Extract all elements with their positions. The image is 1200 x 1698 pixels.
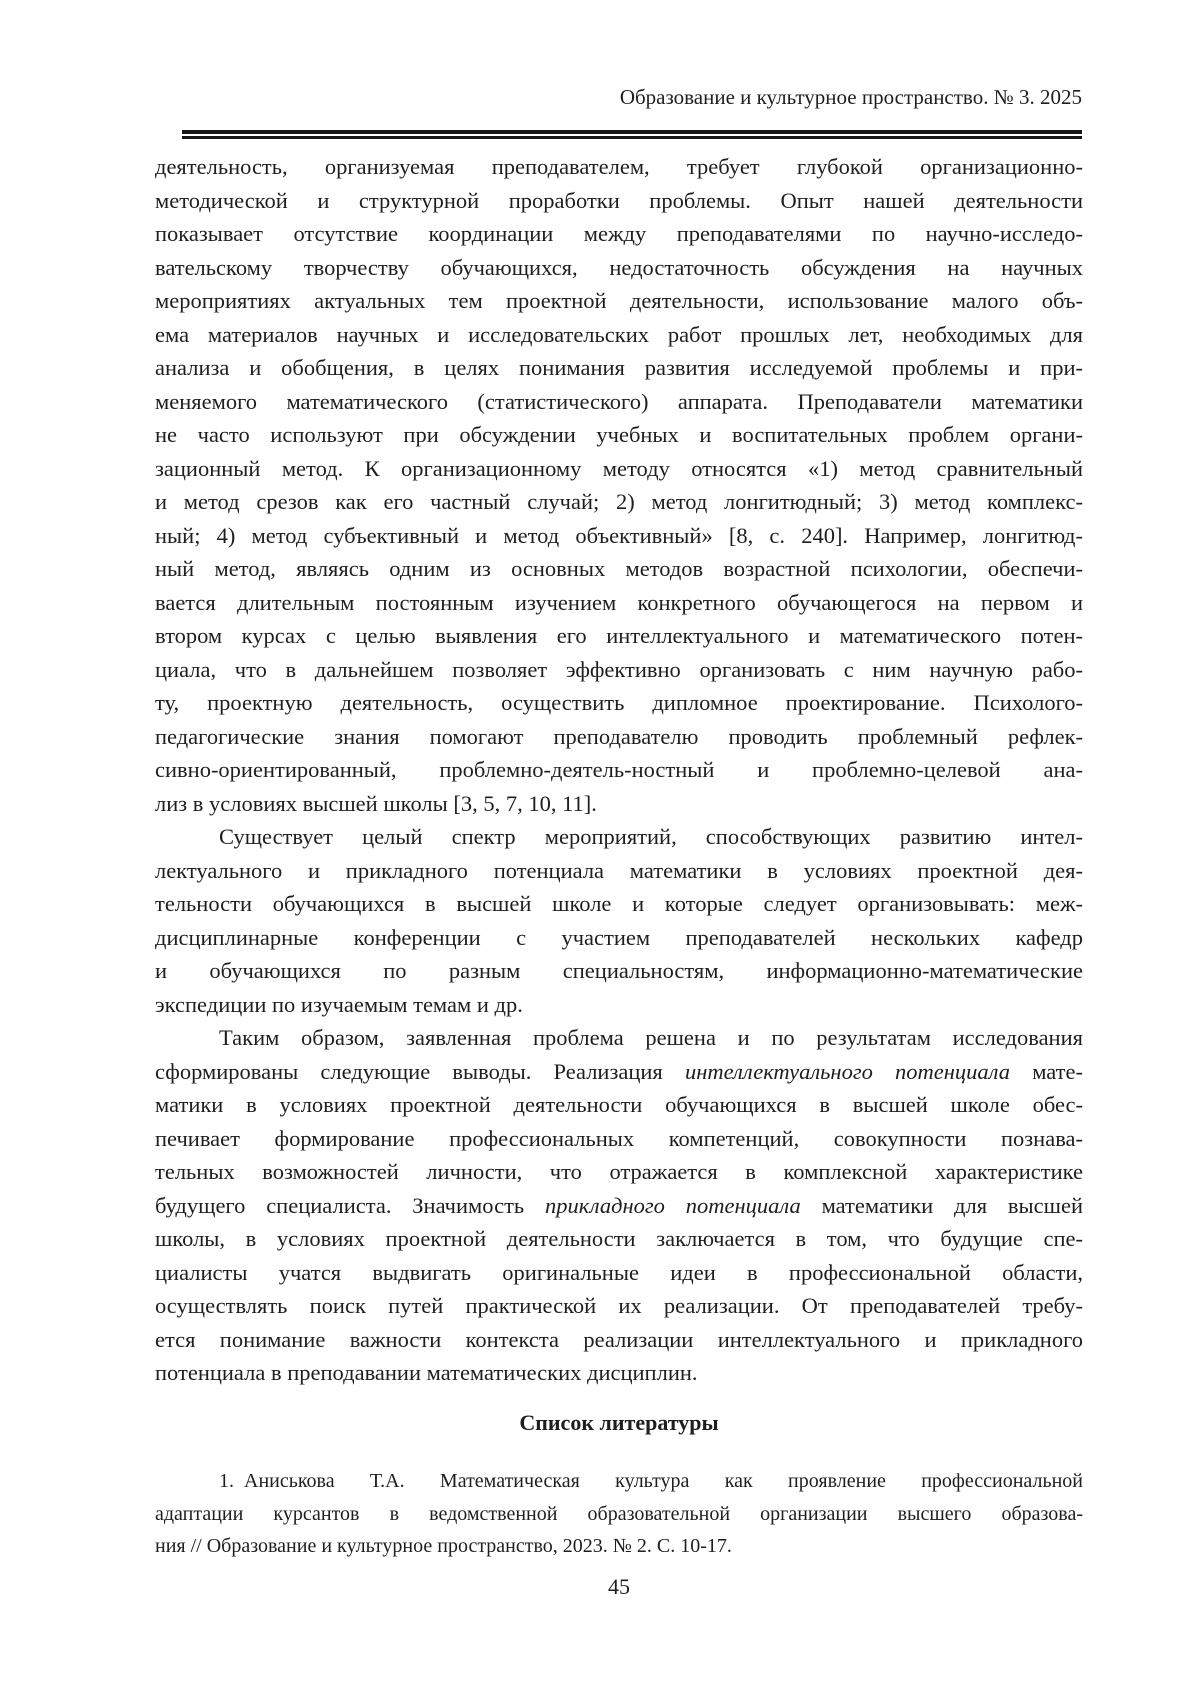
body-line: методической и структурной проработки проблемы. Опыт нашей деятельности bbox=[155, 187, 1083, 213]
body-line: не часто используют при обсуждении учебных и воспитательных проблем органи- bbox=[155, 422, 1083, 447]
body-line: и метод срезов как его частный случай; 2) метод лонгитюдный; 3) метод комплекс- bbox=[155, 489, 1083, 514]
body-line: втором курсах с целью выявления его интеллектуального и математического потен- bbox=[155, 623, 1083, 648]
header-double-rule bbox=[182, 130, 1082, 139]
body-line: показывает отсутствие координации между преподавателями по научно-исследо- bbox=[155, 221, 1083, 246]
body-line: ется понимание важности контекста реализации интеллектуального и прикладного bbox=[155, 1326, 1083, 1352]
body-line: осуществлять поиск путей практической их реализации. От преподавателей требу- bbox=[155, 1293, 1083, 1318]
body-line: анализа и обобщения, в целях понимания развития исследуемой проблемы и при- bbox=[155, 355, 1083, 380]
body-line: будущего специалиста. Значимость прикладного потенциала математики для высшей bbox=[155, 1192, 1083, 1218]
reference-line: ния // Образование и культурное пространство, 2023. № 2. С. 10-17. bbox=[155, 1535, 732, 1557]
running-header: Образование и культурное пространство. № 3. 2025 bbox=[619, 85, 1082, 109]
references-heading: Список литературы bbox=[519, 1410, 719, 1435]
body-line: ный; 4) метод субъективный и метод объективный» [8, с. 240]. Например, лонгитюд- bbox=[155, 522, 1083, 548]
body-line: мероприятиях актуальных тем проектной деятельности, использование малого объ- bbox=[155, 288, 1083, 313]
body-line: циала, что в дальнейшем позволяет эффективно организовать с ним научную рабо- bbox=[155, 656, 1083, 682]
body-line: лектуального и прикладного потенциала математики в условиях проектной дея- bbox=[155, 857, 1083, 883]
body-line: зационный метод. К организационному методу относятся «1) метод сравнительный bbox=[155, 455, 1083, 481]
body-line: тельных возможностей личности, что отражается в комплексной характеристике bbox=[155, 1159, 1083, 1184]
body-line: школы, в условиях проектной деятельности заключается в том, что будущие спе- bbox=[155, 1226, 1083, 1251]
body-line: и обучающихся по разным специальностям, информационно-математические bbox=[155, 958, 1083, 983]
body-line: вается длительным постоянным изучением конкретного обучающегося на первом и bbox=[155, 589, 1083, 615]
body-line: Существует целый спектр мероприятий, способствующих развитию интел- bbox=[219, 824, 1083, 849]
body-line: меняемого математического (статистического) аппарата. Преподаватели математики bbox=[155, 388, 1083, 414]
reference-line: адаптации курсантов в ведомственной образовательной организации высшего образова- bbox=[155, 1502, 1083, 1525]
body-line: экспедиции по изучаемым темам и др. bbox=[155, 991, 523, 1017]
body-line: вательскому творчеству обучающихся, недостаточность обсуждения на научных bbox=[155, 254, 1083, 280]
body-line: матики в условиях проектной деятельности обучающихся в высшей школе обес- bbox=[155, 1092, 1083, 1117]
body-paragraphs bbox=[155, 150, 1083, 1390]
page-number: 45 bbox=[608, 1574, 630, 1599]
body-line: ный метод, являясь одним из основных методов возрастной психологии, обеспечи- bbox=[155, 556, 1083, 581]
body-line: деятельность, организуемая преподавателем, требует глубокой организационно- bbox=[155, 154, 1083, 179]
body-line: сформированы следующие выводы. Реализация интеллектуального потенциала мате- bbox=[155, 1058, 1083, 1084]
body-line: ема материалов научных и исследовательских работ прошлых лет, необходимых для bbox=[155, 321, 1083, 347]
body-line: дисциплинарные конференции с участием преподавателей нескольких кафедр bbox=[155, 924, 1083, 950]
body-line: потенциала в преподавании математических дисциплин. bbox=[155, 1360, 698, 1385]
body-line: Таким образом, заявленная проблема решена и по результатам исследования bbox=[219, 1025, 1083, 1050]
body-line: печивает формирование профессиональных компетенций, совокупности познава- bbox=[155, 1125, 1083, 1151]
reference-list bbox=[155, 1465, 1083, 1563]
body-line: тельности обучающихся в высшей школе и которые следует организовывать: меж- bbox=[155, 891, 1083, 916]
body-line: педагогические знания помогают преподавателю проводить проблемный рефлек- bbox=[155, 723, 1083, 749]
body-line: ту, проектную деятельность, осуществить дипломное проектирование. Психолого- bbox=[155, 690, 1083, 715]
body-line: циалисты учатся выдвигать оригинальные идеи в профессиональной области, bbox=[155, 1259, 1083, 1285]
reference-line: 1. Аниськова Т.А. Математическая культура как проявление профессиональной bbox=[219, 1470, 1083, 1492]
body-line: сивно-ориентированный, проблемно-деятель-ностный и проблемно-целевой ана- bbox=[155, 757, 1083, 782]
body-line: лиз в условиях высшей школы [3, 5, 7, 10, 11]. bbox=[155, 790, 597, 816]
